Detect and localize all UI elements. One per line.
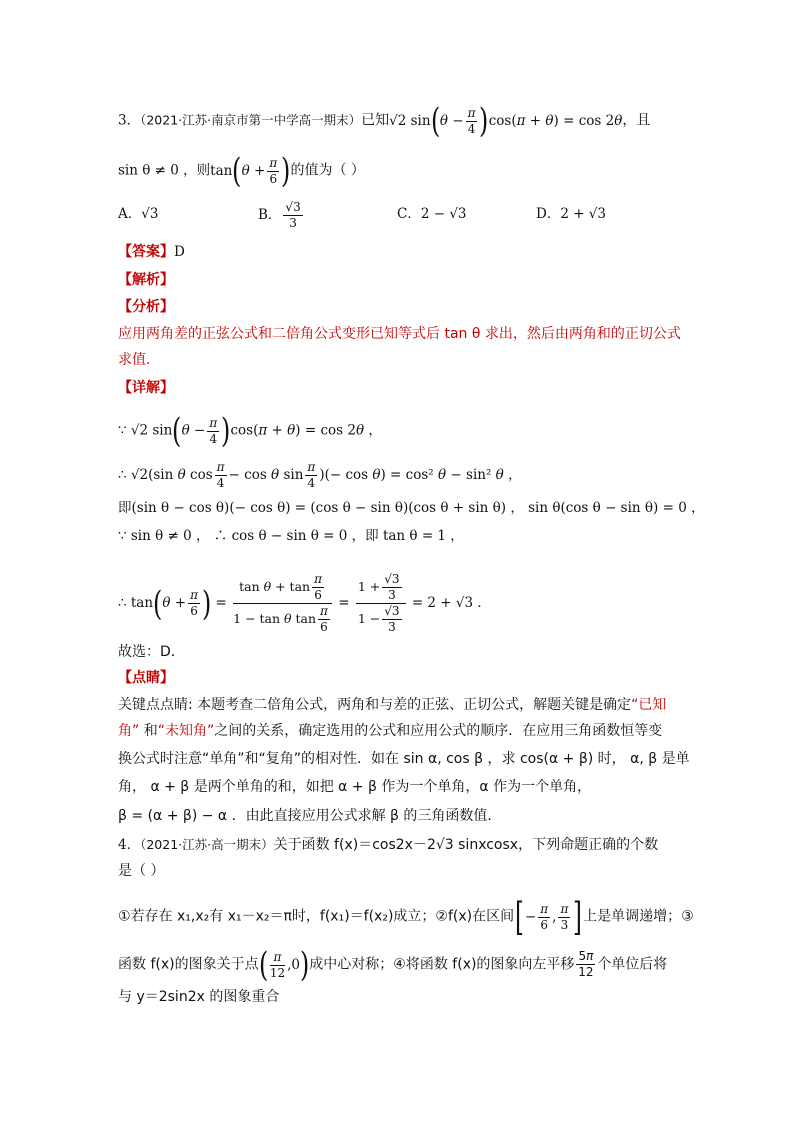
fenxi-text-2: 求值． — [118, 352, 160, 368]
q3-target: tan(θ + $\frac{\pi}{6}$ ) — [210, 151, 291, 191]
q4-line1 — [118, 835, 658, 855]
q3-option-c — [397, 204, 467, 224]
option-a-value: √3 — [141, 206, 159, 222]
q4-line2: 是（ ） — [118, 863, 165, 879]
q4-s2b: 成中心对称；④将函数 f(x)的图象向左平移 — [309, 956, 575, 973]
dianjing-p1 — [118, 695, 666, 715]
option-d-value: 2 + √3 — [560, 206, 607, 222]
dianjing-p2b: 和 — [139, 723, 158, 739]
dianjing-line — [118, 668, 174, 688]
q4-number: 4． — [118, 837, 141, 853]
q3-ask: 的值为（ ） — [290, 162, 365, 179]
q4-shift: $\frac{5\pi}{12}$ — [578, 949, 594, 979]
dianjing-p2c: “未知角” — [157, 723, 215, 739]
step-3: 即(sin θ − cos θ)(− cos θ) = (cos θ − sin θ)(cos θ + sin θ) ， sin θ(cos θ − sin θ) = 0 ， — [118, 500, 705, 516]
dianjing-p2 — [118, 721, 662, 741]
dianjing-label: 【点睛】 — [118, 670, 174, 686]
fenxi-line — [118, 297, 174, 317]
dianjing-p1q: “已知 — [631, 697, 667, 713]
dianjing-p4: 角， α + β 是两个单角的和，如把 α + β 作为一个单角，α 作为一个单角， — [118, 779, 592, 795]
answer-line — [118, 242, 185, 262]
q4-s1: ①若存在 x₁,x₂有 x₁－x₂＝π时，f(x₁)＝f(x₂)成立；②f(x)在区间 — [118, 908, 515, 925]
step-5: ∴ tan(θ + $\frac{\pi}{6}$ ) = tan θ + tan $\frac{\pi}{6}$ 1 − tan θ tan $\frac{\pi}{6}$ = 1 + $\frac{√3}{3}$ 1 − $\frac{√3}{3}$ = 2 + √3 ． — [118, 572, 491, 634]
step-1: ∵ √2 sin(θ − $\frac{\pi}{4}$ )cos(π + θ) = cos 2θ ， — [118, 411, 382, 451]
option-a-label: A． — [118, 206, 142, 222]
q3-tail: ，且 — [622, 112, 651, 129]
dianjing-p2a: 角” — [118, 723, 140, 739]
jiexi-label: 【解析】 — [118, 272, 174, 288]
step-4: ∵ sin θ ≠ 0 ， ∴ cos θ − sin θ = 0 ，即 tan θ = 1 ， — [118, 528, 464, 544]
option-b-label: B． — [258, 207, 282, 223]
q3-option-b — [258, 200, 305, 231]
q3-condition: sin θ ≠ 0 ，则 — [118, 162, 211, 179]
step-5-result: = 2 + √3 ． — [411, 595, 491, 611]
fenxi-text-1: 应用两角差的正弦公式和二倍角公式变形已知等式后 tan θ 求出，然后由两角和的正切公式 — [118, 326, 681, 342]
q3-option-a — [118, 204, 158, 224]
option-c-label: C． — [397, 206, 421, 222]
dianjing-p5: β = (α + β) − α ．由此直接应用公式求解 β 的三角函数值． — [118, 808, 502, 824]
dianjing-p2d: 之间的关系，确定选用的公式和应用公式的顺序．在应用三角函数恒等变 — [214, 723, 663, 739]
q4-s2a: 函数 f(x)的图象关于点 — [118, 956, 259, 973]
dianjing-p1a: 关键点点睛: 本题考查二倍角公式，两角和与差的正弦、正切公式，解题关键是确定 — [118, 697, 632, 713]
answer-label: 【答案】 — [118, 244, 174, 260]
q3-line1 — [118, 101, 651, 141]
q4-stem: 关于函数 f(x)＝cos2x－2√3 sinxcosx，下列命题正确的个数 — [273, 837, 659, 853]
option-b-value: $\frac{√3}{3}$ — [285, 200, 301, 230]
q3-lead: 已知 — [361, 112, 390, 129]
fenxi-label: 【分析】 — [118, 299, 174, 315]
answer-value: D — [174, 244, 185, 260]
step-2: ∴ √2(sin θ cos $\frac{\pi}{4}$ − cos θ sin $\frac{\pi}{4}$ )(− cos θ) = cos² θ − sin² θ ， — [118, 460, 522, 490]
q3-option-d — [536, 204, 606, 224]
q4-interval: [− $\frac{\pi}{6}$ , $\frac{\pi}{3}$ ] — [515, 895, 583, 939]
q4-point: ( $\frac{\pi}{12}$ ,0) — [258, 945, 310, 985]
q4-s2c: 个单位后将 — [597, 956, 668, 973]
q4-source: （2021·江苏·高一期末） — [140, 837, 274, 852]
xiangjie-label: 【详解】 — [118, 380, 174, 396]
option-d-label: D． — [536, 206, 561, 222]
choose-line: 故选：D． — [118, 644, 185, 660]
dianjing-p3: 换公式时注意“单角”和“复角”的相对性．如在 sin α, cos β ，求 cos(α + β) 时， α, β 是单 — [118, 751, 690, 767]
q4-statement-1 — [118, 895, 694, 939]
xiangjie-line — [118, 378, 174, 398]
q3-line2 — [118, 151, 365, 191]
q4-s1b: 上是单调递增；③ — [583, 908, 694, 925]
q3-equation: √2 sin(θ − $\frac{\pi}{4}$ )cos(π + θ) = cos 2θ — [389, 101, 623, 141]
option-c-value: 2 − √3 — [420, 206, 467, 222]
q4-statement-2 — [118, 945, 668, 985]
q3-source: （2021·江苏·南京市第一中学高一期末） — [140, 112, 362, 128]
q4-statement-3: 与 y＝2sin2x 的图象重合 — [118, 989, 280, 1005]
jiexi-line — [118, 270, 174, 290]
q3-number: 3． — [118, 112, 141, 129]
